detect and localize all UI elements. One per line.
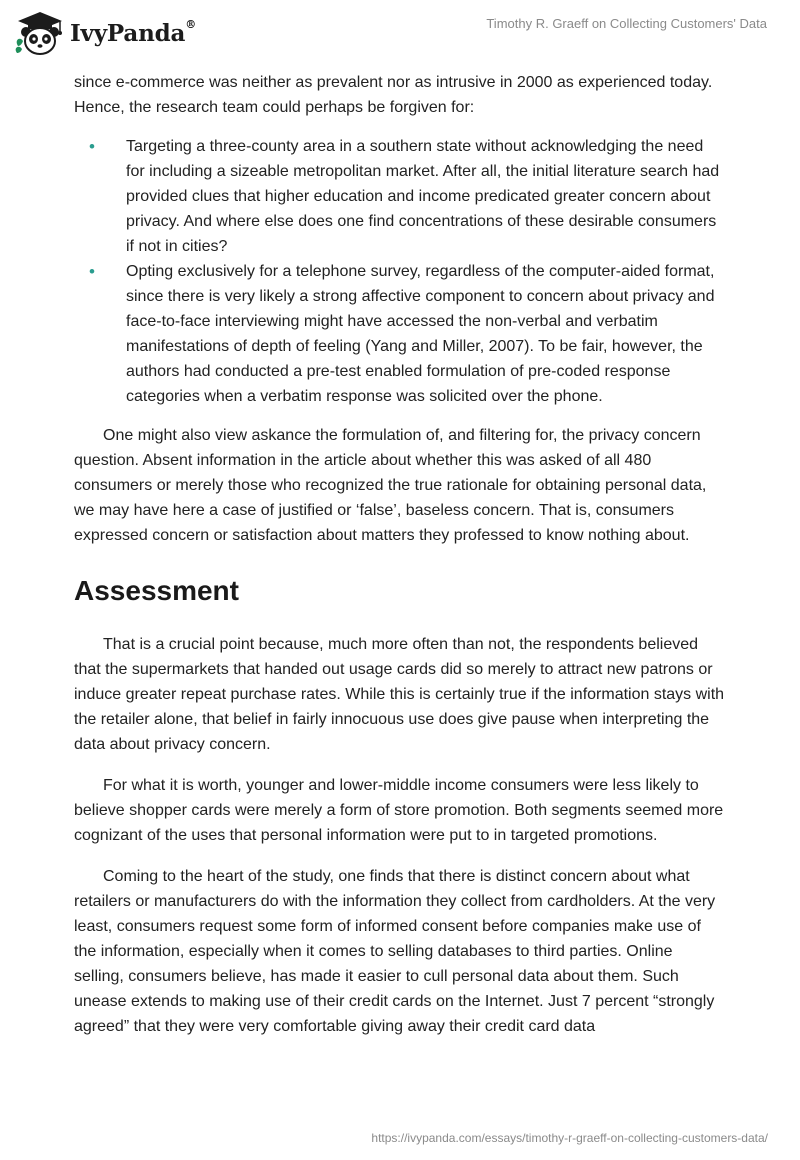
list-item-text: Targeting a three-county area in a southern state without acknowledging the need for including a sizeable metropolitan market. After all, the initial literature search had provided clues that higher education and income predicated greater concern about privacy. And where else does one find concentrations of these desirable consumers if not in cities?	[126, 138, 720, 255]
bullet-icon: •	[89, 262, 95, 281]
paragraph-askance: One might also view askance the formulation of, and filtering for, the privacy concern question. Absent information in the article about whether this was asked of all 480 consumers or merely those who recognized the true rationale for obtaining personal data, we may have here a case of justified or ‘false’, baseless concern. That is, consumers expressed concern or satisfaction about matters they professed to know nothing about.	[74, 427, 707, 544]
list-item-text: Opting exclusively for a telephone survey, regardless of the computer-aided format, since there is very likely a strong affective component to concern about privacy and face-to-face interviewing might have accessed the non-verbal and verbatim manifestations of depth of feeling (Yang and Miller, 2007). To be fair, however, the authors had conducted a pre-test enabled formulation of pre-coded response categories when a verbatim response was solicited over the phone.	[126, 263, 715, 405]
assessment-paragraph: That is a crucial point because, much more often than not, the respondents believed that the supermarkets that handed out usage cards did so merely to attract new patrons or induce greater repeat purchase rates. While this is certainly true if the information stays with the retailer alone, that belief in fairly innocuous use does give pause when interpreting the data about privacy concern.	[74, 636, 725, 753]
ivypanda-logo[interactable]	[14, 10, 196, 56]
list-item	[74, 259, 726, 409]
panda-graduate-icon	[14, 10, 66, 56]
bullet-list	[74, 134, 726, 409]
section-heading: Assessment	[74, 575, 239, 606]
running-title: Timothy R. Graeff on Collecting Customers' Data	[486, 16, 767, 31]
logo-wordmark: IvyPanda®	[70, 17, 196, 47]
assessment-paragraph: For what it is worth, younger and lower-middle income consumers were less likely to believe shopper cards were merely a form of store promotion. Both segments seemed more cognizant of the uses that personal information were put to in targeted promotions.	[74, 777, 724, 844]
intro-paragraph: since e-commerce was neither as prevalent nor as intrusive in 2000 as experienced today. Hence, the research team could perhaps be forgiven for:	[74, 74, 713, 116]
essay-body	[74, 70, 726, 1039]
page-header	[0, 0, 800, 70]
list-item	[74, 134, 726, 259]
bullet-icon: •	[89, 137, 95, 156]
assessment-paragraph: Coming to the heart of the study, one finds that there is distinct concern about what retailers or manufacturers do with the information they collect from cardholders. At the very least, consumers request some form of informed consent before companies make use of the information, especially when it comes to selling databases to third parties. Online selling, consumers believe, has made it easier to cull personal data about them. Such unease extends to making use of their credit cards on the Internet. Just 7 percent “strongly agreed” that they were very comfortable giving away their credit card data	[74, 868, 716, 1035]
source-url[interactable]: https://ivypanda.com/essays/timothy-r-graeff-on-collecting-customers-data/	[371, 1131, 768, 1145]
